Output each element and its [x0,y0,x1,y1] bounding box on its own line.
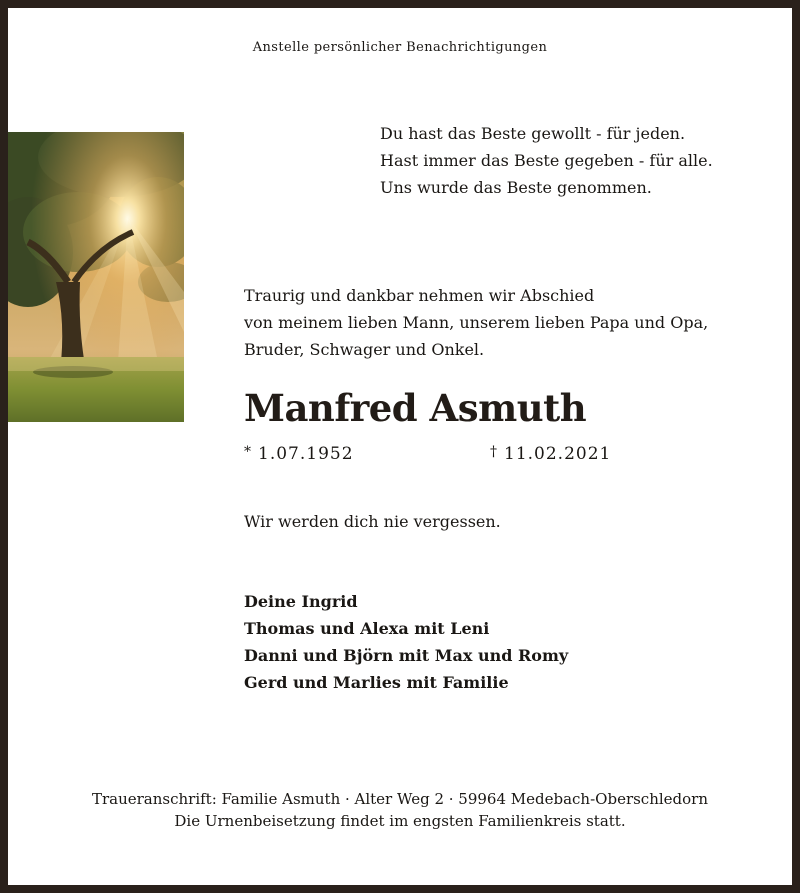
death-symbol: † [490,444,498,460]
tree-sunlight-photo [8,132,184,422]
farewell-line: Bruder, Schwager und Onkel. [244,340,485,359]
birth-date-value: 1.07.1952 [258,444,354,464]
death-date [490,444,611,464]
death-date-value: 11.02.2021 [504,444,612,464]
burial-note: Die Urnenbeisetzung findet im engsten Familienkreis statt. [174,812,626,830]
birth-date [244,444,354,464]
notice-footer [8,788,792,832]
deceased-name: Manfred Asmuth [244,386,587,430]
mourner: Gerd und Marlies mit Familie [244,673,509,692]
poem [380,120,713,201]
poem-line: Uns wurde das Beste genommen. [380,178,652,197]
mourner: Deine Ingrid [244,592,358,611]
farewell-line: Traurig und dankbar nehmen wir Abschied [244,286,595,305]
notice-header: Anstelle persönlicher Benachrichtigungen [252,40,548,55]
mourner: Danni und Björn mit Max und Romy [244,646,569,665]
mourner: Thomas und Alexa mit Leni [244,619,490,638]
farewell-text [244,282,708,363]
poem-line: Du hast das Beste gewollt - für jeden. [380,124,686,143]
poem-line: Hast immer das Beste gegeben - für alle. [380,151,713,170]
birth-symbol: * [244,444,252,460]
mourning-address: Traueranschrift: Familie Asmuth · Alter Weg 2 · 59964 Medebach-Oberschledorn [91,790,709,808]
mourners-list [244,588,568,696]
farewell-line: von meinem lieben Mann, unserem lieben Papa und Opa, [244,313,709,332]
closing-line: Wir werden dich nie vergessen. [244,512,501,531]
